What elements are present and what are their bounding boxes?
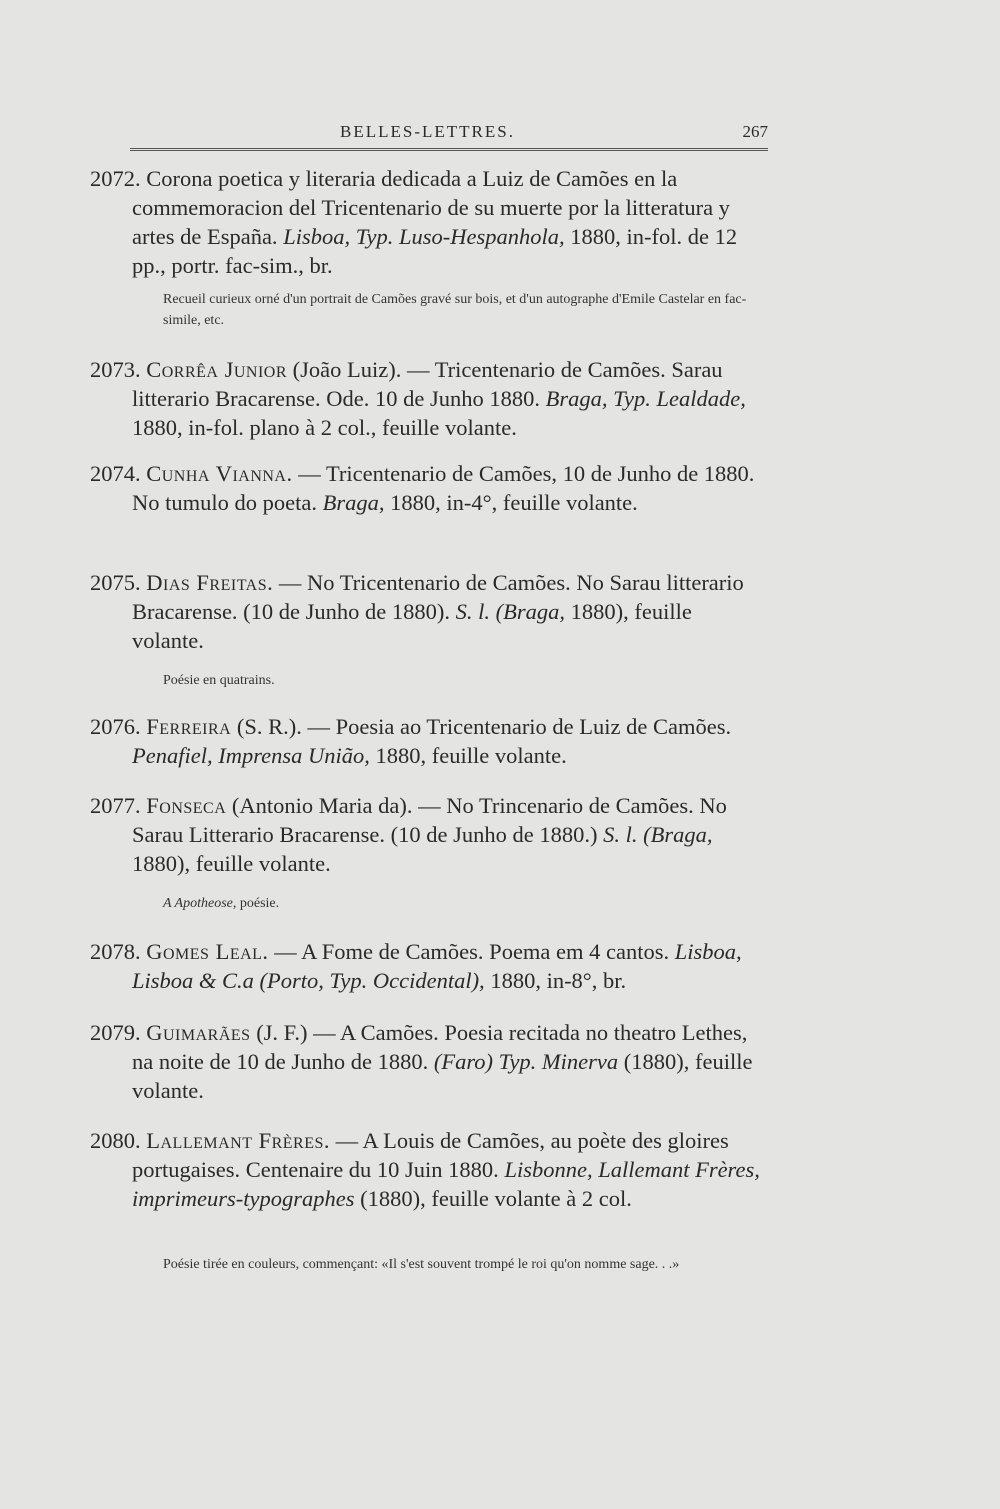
- entry-text: Corona poetica y literaria dedicada a Luiz de Camões en la commemoracion del Tricentenario de su muerte por la litteratura y artes de España.: [132, 166, 730, 249]
- entry-imprint: S. l. (Braga,: [455, 599, 566, 624]
- entry-imprint: Braga,: [322, 490, 385, 515]
- note-text: poésie.: [239, 896, 280, 911]
- entry-text: (João Luiz). — Tricentenario de Camões. Sarau litterario Bracarense. Ode. 10 de Junho 1880.: [132, 357, 723, 411]
- entry-imprint: Lisbonne, Lallemant Frères, imprimeurs-typographes: [132, 1157, 760, 1211]
- entry-number: 2073.: [90, 357, 141, 382]
- entry-number: 2074.: [90, 461, 141, 486]
- entry-text: — Tricentenario de Camões, 10 de Junho de 1880. No tumulo do poeta.: [132, 461, 755, 515]
- entry-text: (Antonio Maria da). — No Trincenario de Camões. No Sarau Litterario Bracarense. (10 de Junho de 1880.): [132, 793, 727, 847]
- entry-author: Corrêa Junior: [146, 357, 288, 382]
- running-title: BELLES-LETTRES.: [340, 122, 515, 141]
- entry-2075: [90, 568, 768, 655]
- entry-rest: 1880, in-4°, feuille volante.: [390, 490, 638, 515]
- note-text: Poésie en quatrains.: [163, 673, 275, 688]
- note-text: Recueil curieux orné d'un portrait de Camões gravé sur bois, et d'un autographe d'Emile Castelar en fac-simile, etc.: [163, 292, 747, 328]
- entry-note: [143, 1254, 778, 1275]
- entry-note: [163, 289, 783, 331]
- entry-2080: [90, 1126, 768, 1213]
- entry-author: Lallemant Frères.: [146, 1128, 331, 1153]
- header-rule: [130, 148, 768, 151]
- entry-author: Ferreira: [146, 714, 232, 739]
- entry-number: 2079.: [90, 1020, 141, 1045]
- entry-rest: (1880), feuille volante.: [132, 1049, 753, 1103]
- entry-text: — A Louis de Camões, au poète des gloires portugaises. Centenaire du 10 Juin 1880.: [132, 1128, 729, 1182]
- entry-text: — No Tricentenario de Camões. No Sarau litterario Bracarense. (10 de Junho de 1880).: [132, 570, 744, 624]
- entry-number: 2078.: [90, 939, 141, 964]
- entry-rest: 1880, feuille volante.: [375, 743, 567, 768]
- entry-2076: [90, 712, 768, 770]
- entry-rest: 1880, in-fol. de 12 pp., portr. fac-sim., br.: [132, 224, 738, 278]
- entry-2073: [90, 355, 768, 442]
- entry-author: Dias Freitas.: [146, 570, 274, 595]
- entry-rest: 1880), feuille volante.: [132, 851, 331, 876]
- entry-2072: [90, 164, 768, 280]
- note-text: Poésie tirée en couleurs, commençant: «Il s'est souvent trompé le roi qu'on nomme sage. . .»: [163, 1257, 680, 1272]
- entry-number: 2072.: [90, 166, 141, 191]
- entry-text: (J. F.) — A Camões. Poesia recitada no theatro Lethes, na noite de 10 de Junho de 1880.: [132, 1020, 748, 1074]
- entry-text: (S. R.). — Poesia ao Tricentenario de Luiz de Camões.: [236, 714, 732, 739]
- entry-2074: [90, 459, 768, 517]
- entry-imprint: Penafiel, Imprensa União,: [132, 743, 370, 768]
- entry-number: 2075.: [90, 570, 141, 595]
- entry-author: Guimarães: [146, 1020, 251, 1045]
- entry-imprint: Lisboa, Typ. Luso-Hespanhola,: [283, 224, 565, 249]
- entry-rest: 1880), feuille volante.: [132, 599, 692, 653]
- entry-number: 2076.: [90, 714, 141, 739]
- entry-rest: 1880, in-fol. plano à 2 col., feuille volante.: [132, 415, 517, 440]
- entry-rest: 1880, in-8°, br.: [490, 968, 627, 993]
- entry-note: [163, 670, 275, 691]
- entry-rest: (1880), feuille volante à 2 col.: [360, 1186, 632, 1211]
- entry-text: — A Fome de Camões. Poema em 4 cantos.: [274, 939, 670, 964]
- entry-2077: [90, 791, 768, 878]
- page-number: 267: [742, 122, 768, 141]
- entry-imprint: Lisboa, Lisboa & C.a (Porto, Typ. Occidental),: [132, 939, 742, 993]
- entry-number: 2077.: [90, 793, 141, 818]
- note-title: A Apotheose,: [163, 896, 237, 911]
- entry-number: 2080.: [90, 1128, 141, 1153]
- entry-author: Cunha Vianna.: [146, 461, 293, 486]
- entry-author: Fonseca: [146, 793, 227, 818]
- entry-2078: [90, 937, 768, 995]
- entry-imprint: S. l. (Braga,: [603, 822, 713, 847]
- entry-imprint: Braga, Typ. Lealdade,: [545, 386, 746, 411]
- running-header: [130, 122, 768, 146]
- entry-imprint: (Faro) Typ. Minerva: [433, 1049, 619, 1074]
- entry-2079: [90, 1018, 768, 1105]
- entry-note: [163, 893, 279, 914]
- entry-author: Gomes Leal.: [146, 939, 269, 964]
